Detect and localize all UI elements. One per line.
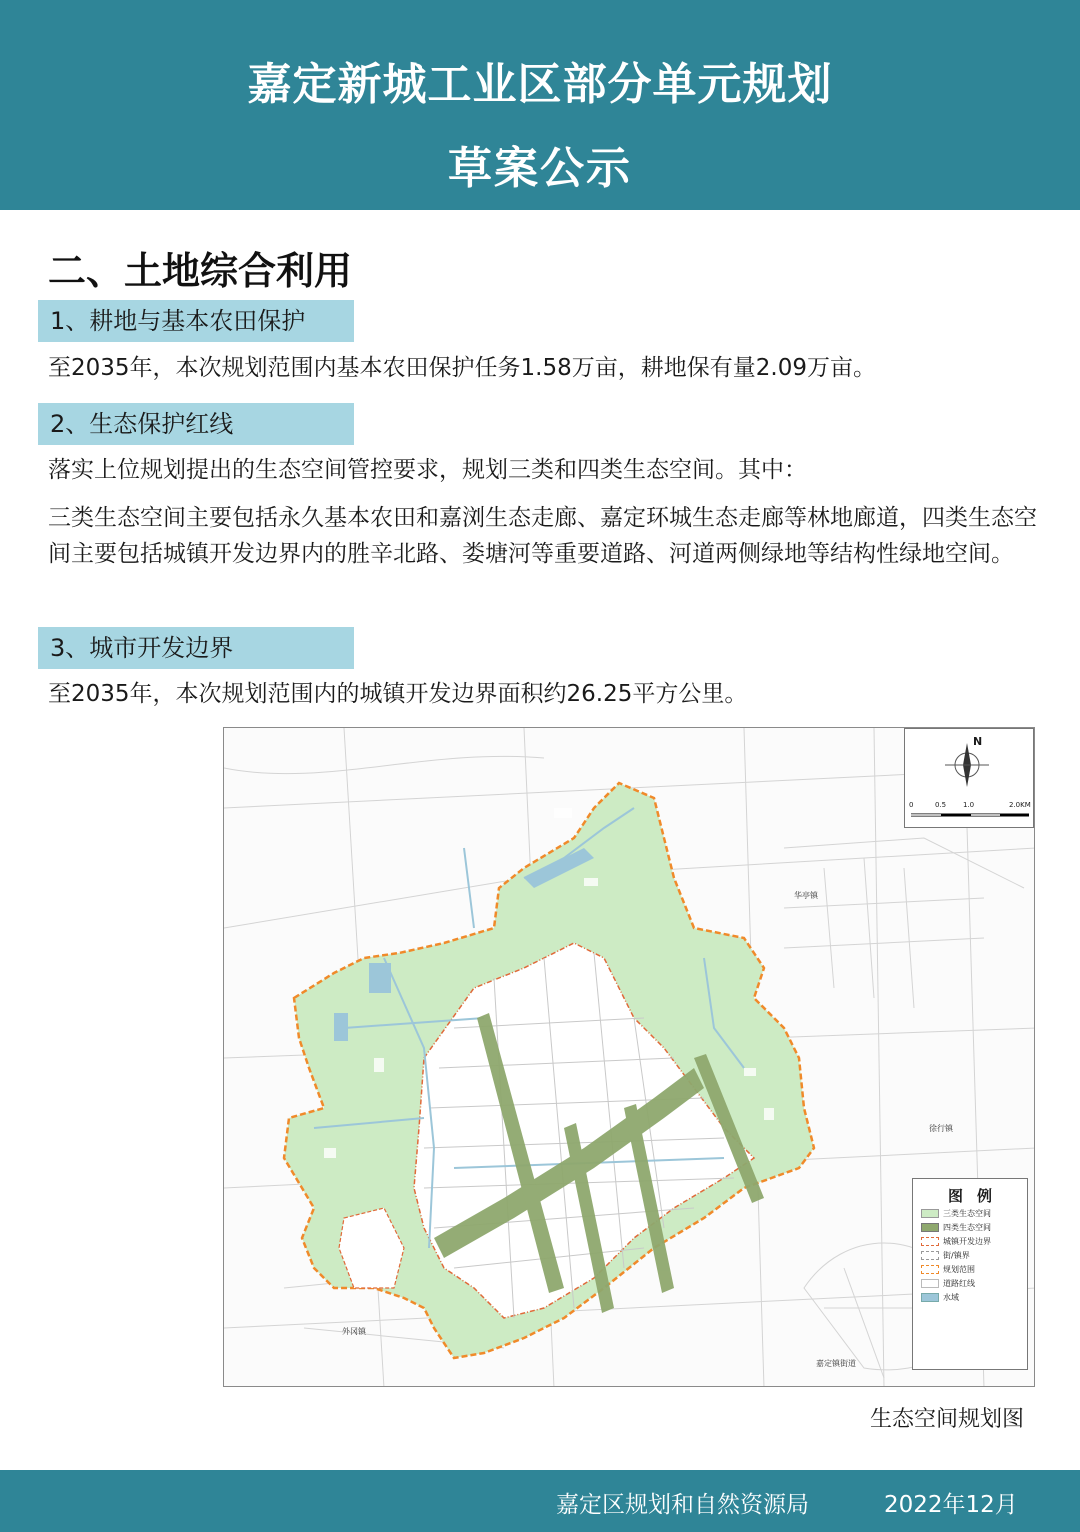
map-legend	[912, 1178, 1028, 1370]
legend-label: 三类生态空间	[943, 1209, 991, 1218]
footer-banner	[0, 1470, 1080, 1532]
legend-swatch	[921, 1251, 939, 1260]
legend-entry	[921, 1249, 1027, 1262]
subsection-heading-eco-redline: 2、生态保护红线	[38, 403, 354, 445]
paragraph-eco-intro: 落实上位规划提出的生态空间管控要求，规划三类和四类生态空间。其中：	[48, 457, 807, 483]
place-label-jiading-street: 嘉定镇街道	[816, 1359, 856, 1368]
legend-label: 规划范围	[943, 1265, 975, 1274]
legend-label: 道路红线	[943, 1279, 975, 1288]
legend-swatch	[921, 1265, 939, 1274]
legend-entry	[921, 1221, 1027, 1234]
legend-swatch	[921, 1237, 939, 1246]
place-label-xuhang: 徐行镇	[929, 1124, 953, 1133]
legend-swatch	[921, 1293, 939, 1302]
legend-label: 四类生态空间	[943, 1223, 991, 1232]
subsection-heading-farmland: 1、耕地与基本农田保护	[38, 300, 354, 342]
legend-entry	[921, 1207, 1027, 1220]
paragraph-dev-boundary: 至2035年，本次规划范围内的城镇开发边界面积约26.25平方公里。	[48, 681, 748, 707]
legend-entry	[921, 1291, 1027, 1304]
map-caption: 生态空间规划图	[869, 1407, 1024, 1432]
scale-label: 2.0KM	[1009, 801, 1031, 809]
scale-label: 0	[909, 801, 914, 809]
legend-entry	[921, 1263, 1027, 1276]
north-arrow-icon: N	[973, 735, 983, 748]
document-subtitle: 草案公示	[448, 143, 632, 194]
paragraph-farmland: 至2035年，本次规划范围内基本农田保护任务1.58万亩，耕地保有量2.09万亩。	[48, 355, 876, 381]
water-body	[334, 1013, 348, 1041]
legend-swatch	[921, 1279, 939, 1288]
header-banner	[0, 0, 1080, 210]
scale-label: 1.0	[963, 801, 975, 809]
legend-swatch	[921, 1209, 939, 1218]
legend-label: 城镇开发边界	[943, 1237, 991, 1246]
legend-label: 街/镇界	[943, 1251, 970, 1260]
legend-title: 图例	[947, 1187, 1006, 1205]
subsection-heading-dev-boundary: 3、城市开发边界	[38, 627, 354, 669]
water-body	[369, 963, 391, 993]
place-label-waigang: 外冈镇	[342, 1327, 366, 1336]
document-title: 嘉定新城工业区部分单元规划	[247, 59, 833, 110]
place-label-huating: 华亭镇	[794, 891, 818, 900]
legend-entry	[921, 1277, 1027, 1290]
legend-swatch	[921, 1223, 939, 1232]
eco-space-plan-map	[223, 727, 1035, 1387]
compass-scale-box	[904, 728, 1034, 828]
paragraph-eco-detail: 三类生态空间主要包括永久基本农田和嘉浏生态走廊、嘉定环城生态走廊等林地廊道，四类生态空间主要包括城镇开发边界内的胜辛北路、娄塘河等重要道路、河道两侧绿地等结构性绿地空间。	[48, 505, 1037, 567]
footer-date: 2022年12月	[884, 1492, 1018, 1518]
legend-label: 水域	[943, 1293, 959, 1302]
legend-entry	[921, 1235, 1027, 1248]
section-title: 二、土地综合利用	[48, 249, 353, 293]
footer-organization: 嘉定区规划和自然资源局	[556, 1492, 809, 1518]
scale-label: 0.5	[935, 801, 947, 809]
